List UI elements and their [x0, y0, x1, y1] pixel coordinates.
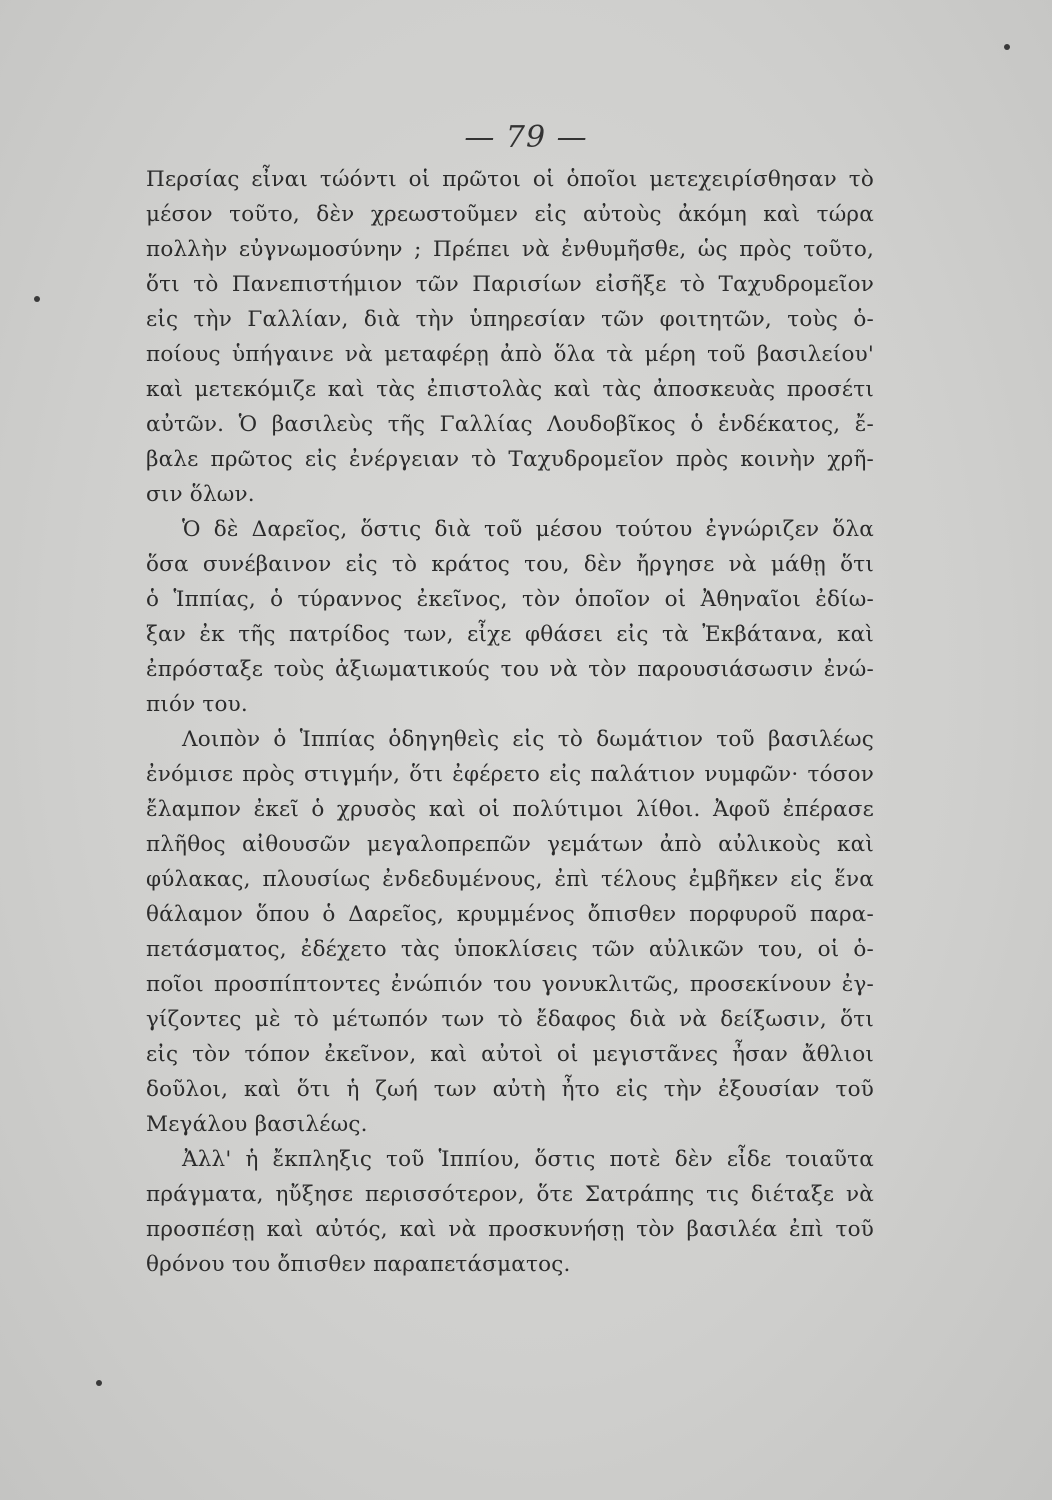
text-line: φύλακας, πλουσίως ἐνδεδυμένους, ἐπὶ τέλους ἐμβῆκεν εἰς ἕνα [146, 867, 874, 892]
text-line: ὅτι τὸ Πανεπιστήμιον τῶν Παρισίων εἰσῆξε τὸ Ταχυδρομεῖον [146, 272, 874, 297]
text-line: σιν ὅλων. [146, 482, 255, 507]
text-line: πιόν του. [146, 692, 248, 717]
text-line: ποῖοι προσπίπτοντες ἐνώπιόν του γονυκλιτῶς, προσεκίνουν ἐγ- [146, 972, 874, 997]
text-line: ποίους ὑπήγαινε νὰ μεταφέρῃ ἀπὸ ὅλα τὰ μέρη τοῦ βασιλείου' [146, 342, 874, 367]
text-line: καὶ μετεκόμιζε καὶ τὰς ἐπιστολὰς καὶ τὰς ἀποσκευὰς προσέτι [146, 377, 874, 402]
speck-mark [96, 1380, 102, 1386]
text-line: γίζοντες μὲ τὸ μέτωπόν των τὸ ἔδαφος διὰ νὰ δείξωσιν, ὅτι [146, 1007, 874, 1032]
text-line: Ἀλλ' ἡ ἔκπληξις τοῦ Ἱππίου, ὅστις ποτὲ δὲν εἶδε τοιαῦτα [182, 1147, 874, 1172]
text-line: ὅσα συνέβαινον εἰς τὸ κράτος του, δὲν ἤργησε νὰ μάθῃ ὅτι [146, 552, 874, 577]
text-line: προσπέσῃ καὶ αὐτός, καὶ νὰ προσκυνήσῃ τὸν βασιλέα ἐπὶ τοῦ [146, 1217, 874, 1242]
text-line: βαλε πρῶτος εἰς ἐνέργειαν τὸ Ταχυδρομεῖον πρὸς κοινὴν χρῆ- [146, 447, 874, 472]
text-line: θάλαμον ὅπου ὁ Δαρεῖος, κρυμμένος ὄπισθεν πορφυροῦ παρα- [146, 902, 874, 927]
text-line: Περσίας εἶναι τώόντι οἱ πρῶτοι οἱ ὁποῖοι μετεχειρίσθησαν τὸ [146, 167, 874, 192]
text-line: αὐτῶν. Ὁ βασιλεὺς τῆς Γαλλίας Λουδοβῖκος ὁ ἑνδέκατος, ἔ- [146, 412, 874, 437]
text-line: ξαν ἐκ τῆς πατρίδος των, εἶχε φθάσει εἰς τὰ Ἐκβάτανα, καὶ [146, 622, 874, 647]
text-line: ἐνόμισε πρὸς στιγμήν, ὅτι ἐφέρετο εἰς παλάτιον νυμφῶν· τόσον [146, 762, 874, 787]
text-line: μέσον τοῦτο, δὲν χρεωστοῦμεν εἰς αὐτοὺς ἀκόμη καὶ τώρα [146, 202, 874, 227]
text-line: Μεγάλου βασιλέως. [146, 1112, 368, 1137]
text-line: πολλὴν εὐγνωμοσύνην ; Πρέπει νὰ ἐνθυμῆσθε, ὡς πρὸς τοῦτο, [146, 237, 874, 262]
text-line: εἰς τὴν Γαλλίαν, διὰ τὴν ὑπηρεσίαν τῶν φοιτητῶν, τοὺς ὁ- [146, 307, 874, 332]
text-line: ὁ Ἱππίας, ὁ τύραννος ἐκεῖνος, τὸν ὁποῖον οἱ Ἀθηναῖοι ἐδίω- [146, 587, 874, 612]
text-line: Λοιπὸν ὁ Ἱππίας ὁδηγηθεὶς εἰς τὸ δωμάτιον τοῦ βασιλέως [182, 727, 874, 752]
text-line: πετάσματος, ἐδέχετο τὰς ὑποκλίσεις τῶν αὐλικῶν του, οἱ ὁ- [146, 937, 874, 962]
page-number: — 79 — [464, 120, 588, 155]
text-line: ἐπρόσταξε τοὺς ἀξιωματικούς του νὰ τὸν παρουσιάσωσιν ἐνώ- [146, 657, 874, 682]
text-line: Ὁ δὲ Δαρεῖος, ὅστις διὰ τοῦ μέσου τούτου ἐγνώριζεν ὅλα [182, 517, 874, 542]
text-line: πράγματα, ηὔξησε περισσότερον, ὅτε Σατράπης τις διέταξε νὰ [146, 1182, 874, 1207]
text-line: ἔλαμπον ἐκεῖ ὁ χρυσὸς καὶ οἱ πολύτιμοι λίθοι. Ἀφοῦ ἐπέρασε [146, 797, 874, 822]
text-line: δοῦλοι, καὶ ὅτι ἡ ζωή των αὐτὴ ἦτο εἰς τὴν ἐξουσίαν τοῦ [146, 1077, 874, 1102]
body-text [146, 162, 874, 1282]
speck-mark [34, 296, 40, 302]
text-line: εἰς τὸν τόπον ἐκεῖνον, καὶ αὐτοὶ οἱ μεγιστᾶνες ἦσαν ἄθλιοι [146, 1042, 874, 1067]
speck-mark [1004, 44, 1010, 50]
text-line: θρόνου του ὄπισθεν παραπετάσματος. [146, 1252, 571, 1277]
text-line: πλῆθος αἰθουσῶν μεγαλοπρεπῶν γεμάτων ἀπὸ αὐλικοὺς καὶ [146, 832, 874, 857]
